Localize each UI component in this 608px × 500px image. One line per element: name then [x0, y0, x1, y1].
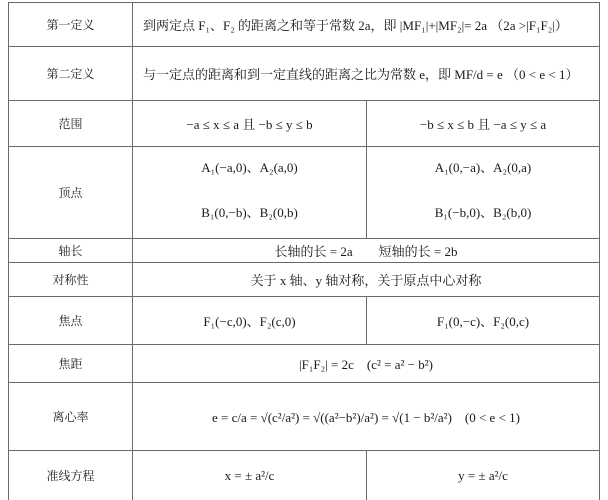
- label-eccentricity: 离心率: [52, 410, 89, 424]
- label-range: 范围: [58, 117, 83, 131]
- directrix-horizontal-ellipse: x = ± a²/c: [224, 467, 275, 483]
- first-definition-text: 到两定点 F₁、F₂ 的距离之和等于常数 2a，即 |MF₁|+|MF₂|= 2a （2a >|F₁F₂|）: [143, 18, 568, 33]
- vertex-horizontal-minor: B₁(0,−b)、B₂(0,b): [201, 204, 298, 220]
- label-vertex: 顶点: [58, 186, 83, 200]
- focal-distance-text: |F₁F₂| = 2c (c² = a² − b²): [299, 357, 433, 372]
- label-focus: 焦点: [58, 314, 83, 328]
- label-axis-length: 轴长: [58, 244, 83, 258]
- eccentricity-formula: e = c/a = √(c²/a²) = √((a²−b²)/a²) = √(1 − b²/a²) (0 < e < 1): [211, 410, 520, 425]
- label-focal-distance: 焦距: [58, 357, 83, 371]
- focus-vertical-ellipse: F₁(0,−c)、F₂(0,c): [436, 314, 530, 329]
- vertex-vertical-minor: B₁(−b,0)、B₂(b,0): [434, 204, 532, 220]
- range-vertical-ellipse: −b ≤ x ≤ b 且 −a ≤ y ≤ a: [419, 117, 547, 132]
- label-directrix: 准线方程: [46, 469, 95, 483]
- label-second-definition: 第二定义: [46, 67, 95, 81]
- symmetry-text: 关于 x 轴、y 轴对称，关于原点中心对称: [250, 273, 482, 288]
- focus-horizontal-ellipse: F₁(−c,0)、F₂(c,0): [203, 314, 296, 329]
- directrix-vertical-ellipse: y = ± a²/c: [458, 467, 508, 483]
- vertex-vertical-major: A₁(0,−a)、A₂(0,a): [434, 159, 532, 175]
- label-symmetry: 对称性: [52, 273, 89, 287]
- label-first-definition: 第一定义: [46, 18, 95, 32]
- range-horizontal-ellipse: −a ≤ x ≤ a 且 −b ≤ y ≤ b: [186, 117, 313, 132]
- axis-length-text: 长轴的长 = 2a 短轴的长 = 2b: [274, 244, 458, 259]
- vertex-horizontal-major: A₁(−a,0)、A₂(a,0): [201, 159, 298, 175]
- second-definition-text: 与一定点的距离和到一定直线的距离之比为常数 e，即 MF/d = e （0 < e < 1）: [143, 67, 579, 82]
